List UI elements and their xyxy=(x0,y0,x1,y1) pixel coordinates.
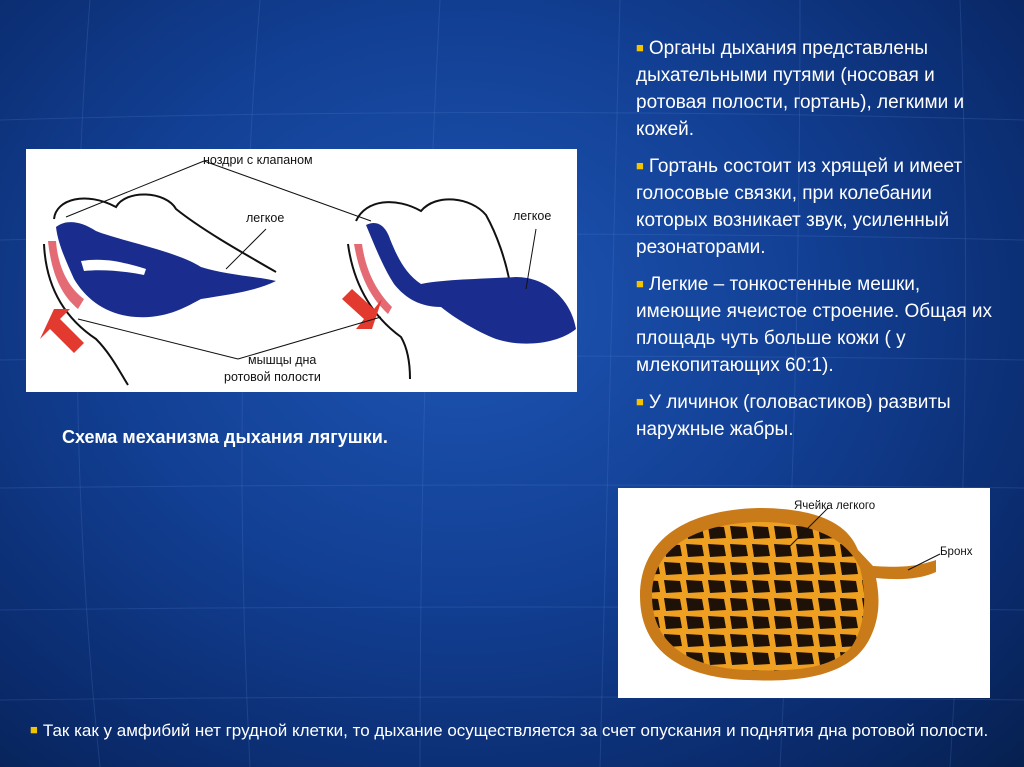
bullet-item: ■ Легкие – тонкостенные мешки, имеющие ячеистое строение. Общая их площадь чуть больше кожи ( у млекопитающих 60:1). xyxy=(636,274,993,376)
lung-structure-diagram xyxy=(618,488,990,698)
label-lung-left: легкое xyxy=(246,211,285,225)
bullet-item: ■ Гортань состоит из хрящей и имеет голосовые связки, при колебании которых возникает звук, усиленный резонаторами. xyxy=(636,156,963,258)
bullet-item: ■ Органы дыхания представлены дыхательными путями (носовая и ротовая полости, гортань), легкими и кожей. xyxy=(636,38,965,140)
lung-illustration xyxy=(618,488,990,698)
bullet-marker-icon: ■ xyxy=(30,722,38,737)
label-nostrils: ноздри с клапаном xyxy=(203,153,313,167)
diagram-caption: Схема механизма дыхания лягушки. xyxy=(62,427,388,447)
bullet-item: ■ У личинок (головастиков) развиты наружные жабры. xyxy=(636,392,951,440)
label-lung-cell: Ячейка легкого xyxy=(794,500,876,512)
footer-note: ■ Так как у амфибий нет грудной клетки, то дыхание осуществляется за счет опускания и поднятия дна ротовой полости. xyxy=(30,721,989,740)
label-lung-right: легкое xyxy=(513,209,552,223)
bullet-marker-icon: ■ xyxy=(636,40,644,55)
label-muscles-line2: ротовой полости xyxy=(224,370,321,384)
bullet-marker-icon: ■ xyxy=(636,158,644,173)
bullet-marker-icon: ■ xyxy=(636,394,644,409)
label-muscles-line1: мышцы дна xyxy=(248,353,317,367)
label-bronchus: Бронх xyxy=(940,546,973,558)
bullet-list xyxy=(636,34,1006,452)
frog-breathing-diagram xyxy=(26,149,577,392)
bullet-marker-icon: ■ xyxy=(636,276,644,291)
